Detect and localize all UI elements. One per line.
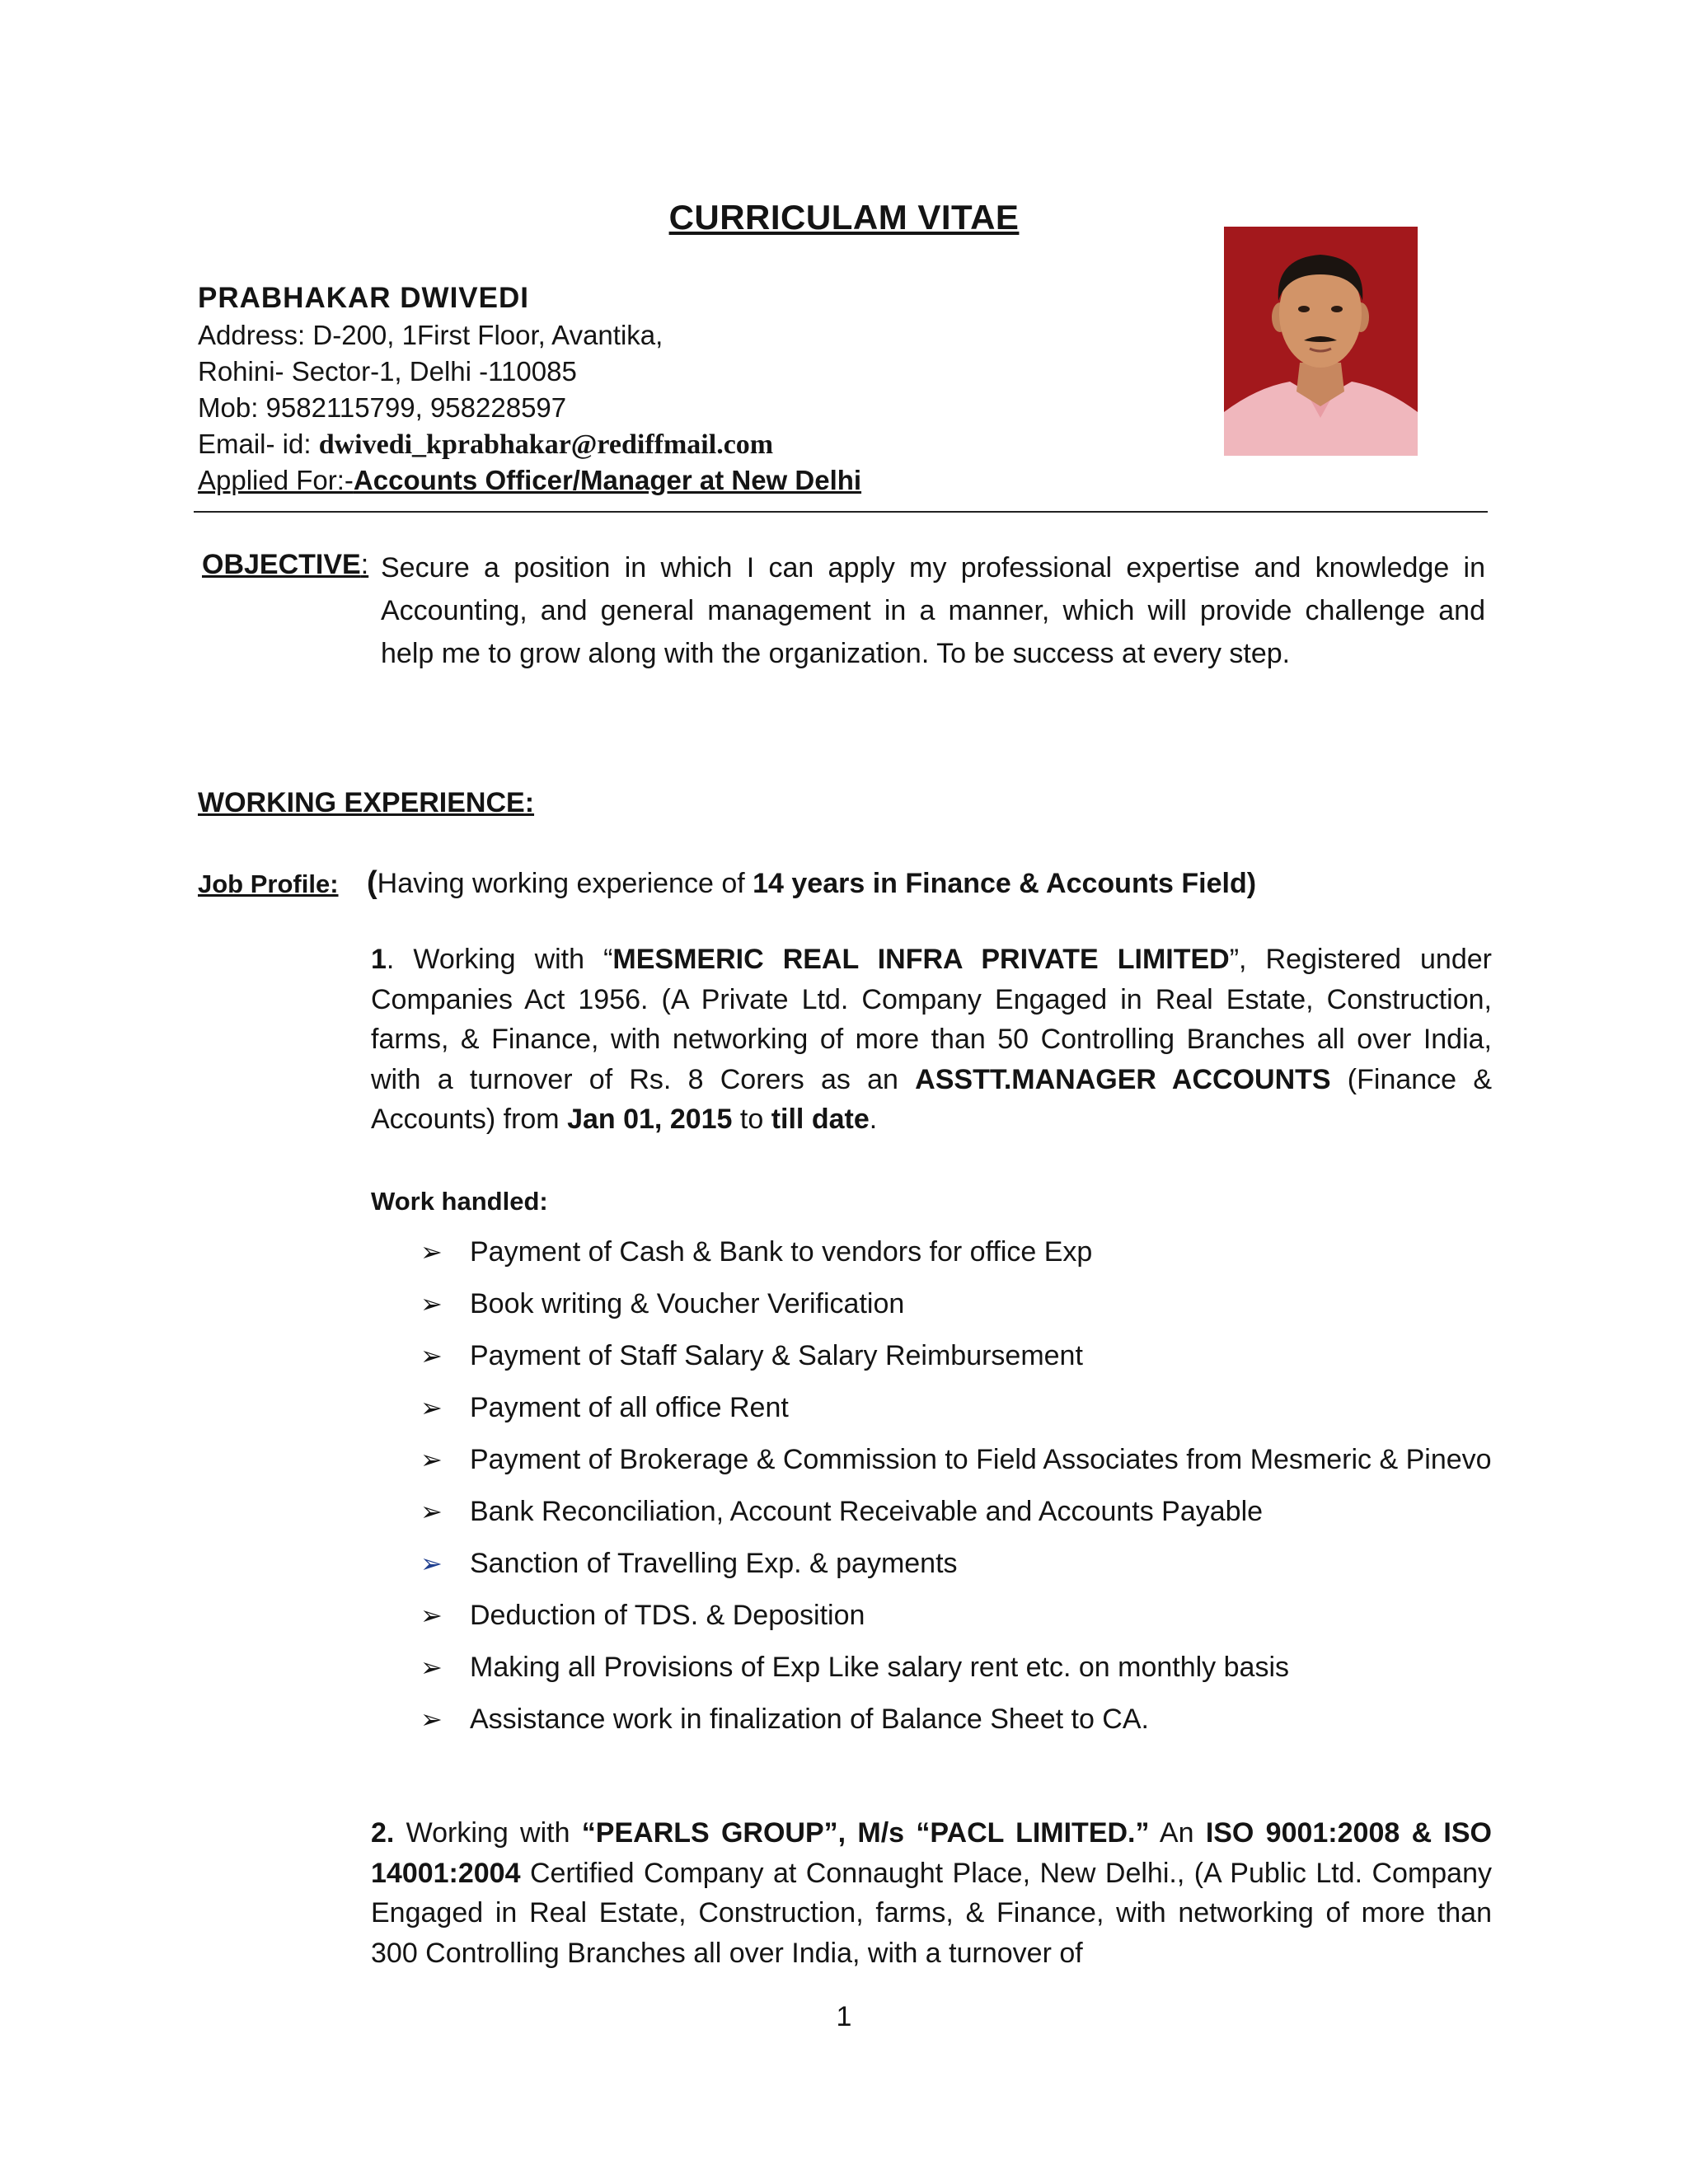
- job-1-text-2: ”, Registered under Companies Act 1956. (A Private Ltd. Company Engaged in Real Estate, Construction, farms, & Finance, with networking of more than 50 Controlling Branches all over India, with a turnover of Rs. 8 Corers as an: [371, 944, 1492, 1095]
- list-item: [420, 1338, 1492, 1374]
- job-1-text-1: . Working with “: [386, 944, 613, 975]
- objective-label: [202, 549, 368, 581]
- applied-for-line: [198, 465, 861, 496]
- header-divider: [194, 511, 1488, 513]
- list-item-text: Book writing & Voucher Verification: [470, 1288, 905, 1319]
- job-1-text-3: (Finance & Accounts) from: [371, 1063, 1492, 1135]
- list-item-text: Bank Reconciliation, Account Receivable and Accounts Payable: [470, 1496, 1264, 1527]
- job-2-company: “PEARLS GROUP”, M/s “PACL LIMITED.”: [581, 1817, 1150, 1849]
- arrow-bullet-icon: ➢: [420, 1393, 443, 1422]
- job-1-to-date: till date: [771, 1104, 870, 1135]
- job-2-number: 2.: [371, 1817, 395, 1849]
- job-1-role: ASSTT.MANAGER ACCOUNTS: [915, 1063, 1331, 1095]
- list-item: [420, 1286, 1492, 1322]
- list-item: [420, 1235, 1492, 1270]
- job-profile-paren: (: [367, 865, 377, 900]
- job-profile-label: Job Profile:: [198, 869, 339, 898]
- job-1-text-5: .: [869, 1104, 878, 1135]
- list-item-text: Payment of all office Rent: [470, 1392, 789, 1423]
- job-profile-years: 14 years in Finance & Accounts Field): [753, 868, 1257, 899]
- applied-label: Applied For:-: [198, 465, 354, 495]
- list-item-text: Sanction of Travelling Exp. & payments: [470, 1548, 958, 1579]
- job-2-description: [371, 1813, 1492, 1973]
- objective-colon: :: [360, 549, 369, 580]
- address-line-2: Rohini- Sector-1, Delhi -110085: [198, 356, 577, 387]
- list-item: [420, 1598, 1492, 1633]
- job-2-iso: ISO 9001:2008 & ISO 14001:2004: [371, 1817, 1492, 1889]
- arrow-bullet-icon: ➢: [420, 1601, 443, 1630]
- list-item-text: Assistance work in finalization of Balance Sheet to CA.: [470, 1704, 1149, 1735]
- list-item: [420, 1442, 1492, 1478]
- job-1-description: [371, 940, 1492, 1140]
- document-title: CURRICULAM VITAE: [668, 198, 1020, 237]
- job-profile-text: Having working experience of: [377, 868, 753, 899]
- list-item: [420, 1702, 1492, 1737]
- job-1-from-date: Jan 01, 2015: [567, 1104, 733, 1135]
- job-2-text-3: Certified Company at Connaught Place, New Delhi., (A Public Ltd. Company Engaged in Real Estate, Construction, farms, & Finance, with networking of more than 300 Controlling Branches all over India, with a turnover of: [371, 1857, 1492, 1969]
- working-experience-heading: WORKING EXPERIENCE:: [198, 787, 535, 818]
- applied-value: Accounts Officer/Manager at New Delhi: [353, 465, 862, 495]
- list-item-text: Making all Provisions of Exp Like salary rent etc. on monthly basis: [470, 1652, 1290, 1683]
- arrow-bullet-icon: ➢: [420, 1237, 443, 1267]
- email-line: [198, 429, 773, 461]
- work-handled-list: [420, 1235, 1492, 1754]
- arrow-bullet-icon: ➢: [420, 1704, 443, 1734]
- list-item-text: Payment of Staff Salary & Salary Reimbursement: [470, 1340, 1083, 1371]
- list-item-text: Deduction of TDS. & Deposition: [470, 1600, 865, 1631]
- arrow-bullet-icon: ➢: [420, 1652, 443, 1682]
- candidate-name: PRABHAKAR DWIVEDI: [198, 282, 529, 314]
- email-value: dwivedi_kprabhakar@rediffmail.com: [318, 429, 774, 460]
- list-item: [420, 1546, 1492, 1582]
- arrow-bullet-icon: ➢: [420, 1497, 443, 1526]
- arrow-bullet-icon: ➢: [420, 1445, 443, 1474]
- job-2-text-2: An: [1149, 1817, 1206, 1849]
- page-number: 1: [836, 2001, 852, 2032]
- objective-label-text: OBJECTIVE: [202, 549, 361, 580]
- mobile-line: Mob: 9582115799, 958228597: [198, 392, 567, 423]
- address-line-1: Address: D-200, 1First Floor, Avantika,: [198, 320, 663, 350]
- arrow-bullet-icon: ➢: [420, 1289, 443, 1319]
- job-2-text-1: Working with: [394, 1817, 582, 1849]
- list-item: [420, 1494, 1492, 1530]
- list-item: [420, 1650, 1492, 1685]
- job-profile-summary: [367, 865, 1256, 901]
- arrow-bullet-icon: ➢: [420, 1549, 443, 1578]
- list-item: [420, 1390, 1492, 1426]
- list-item-text: Payment of Cash & Bank to vendors for office Exp: [470, 1236, 1093, 1268]
- work-handled-label: Work handled:: [371, 1187, 548, 1216]
- job-1-company: MESMERIC REAL INFRA PRIVATE LIMITED: [612, 944, 1230, 975]
- profile-photo: [1224, 227, 1418, 456]
- job-1-number: 1: [371, 944, 387, 975]
- email-label: Email- id:: [198, 429, 319, 459]
- job-1-text-4: to: [732, 1104, 771, 1135]
- list-item-text: Payment of Brokerage & Commission to Field Associates from Mesmeric & Pinevo: [470, 1444, 1492, 1475]
- objective-text: Secure a position in which I can apply my professional expertise and knowledge in Accounting, and general management in a manner, which will provide challenge and help me to grow along with the organization. To be success at every step.: [381, 552, 1485, 669]
- arrow-bullet-icon: ➢: [420, 1341, 443, 1371]
